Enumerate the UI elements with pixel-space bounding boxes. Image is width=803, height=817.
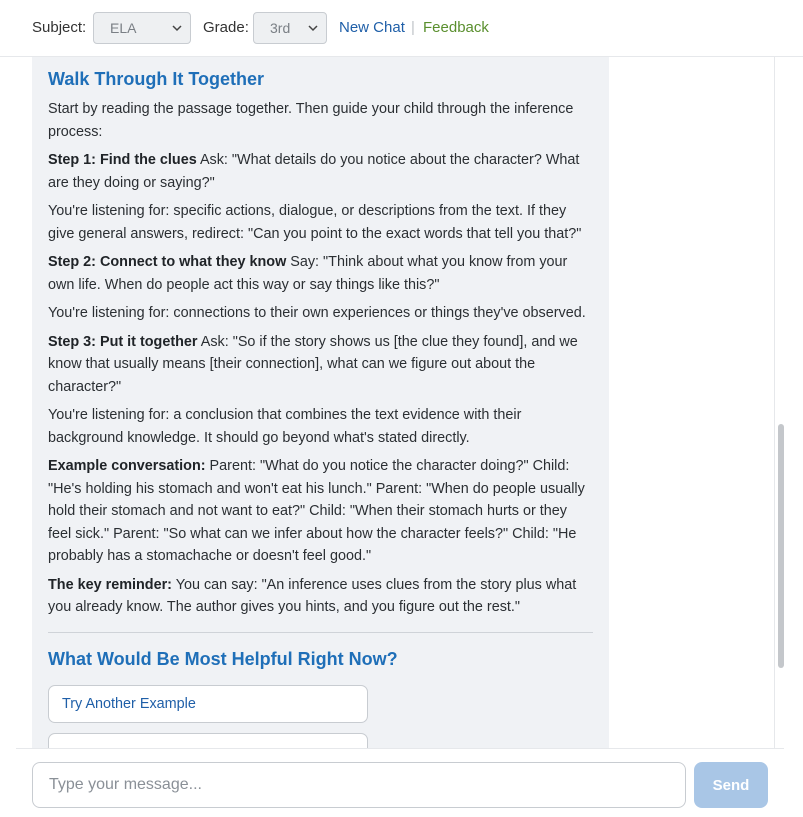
feedback-link[interactable]: Feedback [423,19,489,36]
step2-paragraph [48,251,593,296]
step3-text: Ask: "So if the story shows us [the clue they found], and we know that usually means [their connection], what can we figure out about the character?" [48,333,578,395]
intro-text: Start by reading the passage together. Then guide your child through the inference process: [48,101,574,140]
new-chat-link[interactable]: New Chat [339,19,405,36]
grade-label: Grade: [203,19,249,36]
step2-listening: You're listening for: connections to their own experiences or things they've observed. [48,305,586,321]
step1-paragraph [48,149,593,194]
step2-text: Say: "Think about what you know from your own life. When do people act this way or say things like this?" [48,254,568,293]
example-text: Parent: "What do you notice the character doing?" Child: "He's holding his stomach and won't eat his lunch." Parent: "When do people usually hold their stomach and not want to eat?" Child: "When their stomach hurts or they feel sick." Parent: "So what can we infer about how the character feels?" Child: "He probably has a stomachache or doesn't feel good." [48,458,585,564]
example-paragraph [48,455,593,568]
step1-text: Ask: "What details do you notice about the character? What are they doing or saying?" [48,152,580,191]
scrollbar-thumb[interactable] [778,424,784,668]
reminder-title: The key reminder: [48,576,172,593]
chat-scroll-area[interactable] [16,57,784,748]
chevron-down-icon [172,24,182,32]
example-title: Example conversation: [48,458,206,474]
composer-bar [16,748,784,817]
message-input[interactable] [32,762,686,808]
subject-label: Subject: [32,19,87,36]
send-button[interactable]: Send [694,762,768,808]
divider [48,632,593,633]
option-button[interactable] [48,733,368,749]
chevron-down-icon [308,24,318,32]
helpful-title: What Would Be Most Helpful Right Now? [48,648,398,669]
subject-select-value: ELA [110,20,137,36]
top-toolbar [0,0,803,57]
scrollbar[interactable] [774,57,784,748]
section-title: Walk Through It Together [48,69,264,89]
grade-select[interactable] [253,12,327,44]
link-separator: | [411,19,415,36]
subject-select[interactable] [93,12,191,44]
step2-title: Step 2: Connect to what they know [48,254,287,270]
step3-title: Step 3: Put it together [48,333,198,350]
option-try-another-example-button[interactable]: Try Another Example [48,685,368,723]
reminder-text: You can say: "An inference uses clues from the story plus what you already know. The author gives you hints, and you figure out the rest." [48,576,577,615]
grade-select-value: 3rd [270,20,291,36]
step1-listening: You're listening for: specific actions, dialogue, or descriptions from the text. If they give general answers, redirect: "Can you point to the exact words that tell you that?" [48,203,582,242]
step3-paragraph [48,331,593,399]
reminder-paragraph [48,574,593,619]
step3-listening: You're listening for: a conclusion that combines the text evidence with their background knowledge. It should go beyond what's stated directly. [48,407,522,446]
step1-title: Step 1: Find the clues [48,152,197,168]
assistant-message-card [32,57,609,748]
